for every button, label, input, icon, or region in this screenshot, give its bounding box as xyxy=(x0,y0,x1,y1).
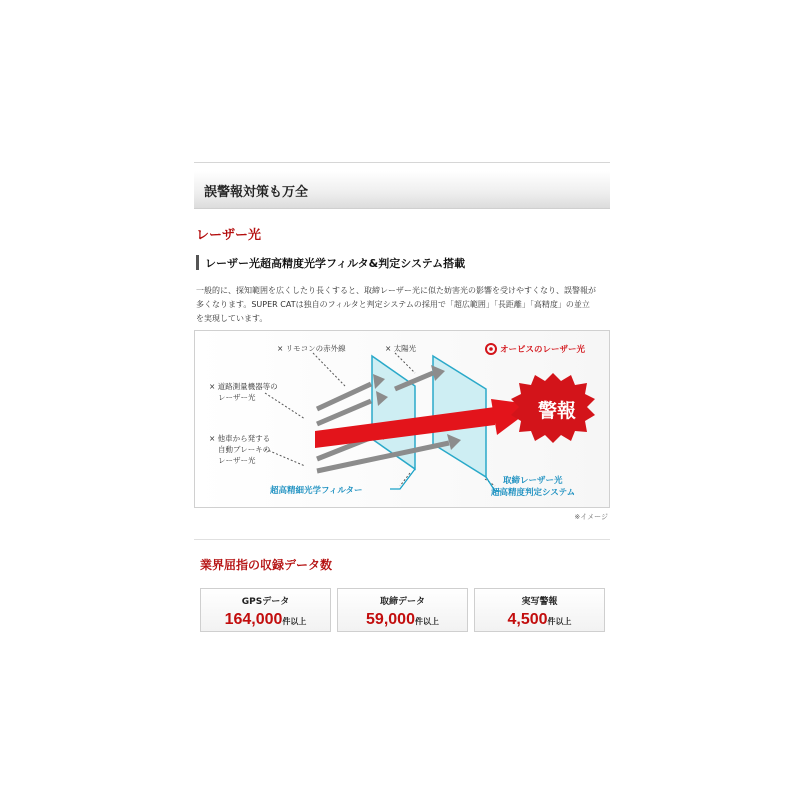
label-remote: × リモコンの赤外線 xyxy=(277,344,346,353)
mid-divider xyxy=(194,539,610,540)
stat-unit: 件以上 xyxy=(282,617,307,626)
stat-value: 4,500 xyxy=(507,611,548,628)
stat-unit: 件以上 xyxy=(414,617,439,626)
feature-marker xyxy=(196,255,199,270)
label-system-1: 取締レーザー光 xyxy=(503,476,563,486)
laser-filter-diagram xyxy=(194,330,610,508)
diagram-svg xyxy=(195,331,610,508)
stat-unit: 件以上 xyxy=(547,617,572,626)
description-line: 一般的に、探知範囲を広くしたり長くすると、取締レーザー光に似た妨害光の影響を受けやすくなり、誤警報が xyxy=(196,286,596,295)
stat-box-enforcement xyxy=(337,588,468,632)
stat-value: 59,000 xyxy=(366,611,415,628)
description-text xyxy=(196,284,610,326)
description-line: 多くなります。SUPER CATは独自のフィルタと判定システムの採用で「超広範囲」「長距離」「高精度」の並立 xyxy=(196,300,590,309)
label-other-2: 自動ブレーキの xyxy=(218,445,271,454)
laser-subtitle: レーザー光 xyxy=(196,228,262,243)
stat-value: 164,000 xyxy=(224,611,283,628)
description-line: を実現しています。 xyxy=(196,314,268,323)
label-system-2: 超高精度判定システム xyxy=(491,488,576,498)
feature-title: レーザー光超高精度光学フィルタ&判定システム搭載 xyxy=(205,257,466,270)
label-survey-2: レーザー光 xyxy=(218,393,256,402)
label-other-1: × 他車から発する xyxy=(209,434,271,443)
alarm-label: 警報 xyxy=(538,400,577,422)
image-note: ※イメージ xyxy=(574,513,608,521)
stat-box-live-alarm xyxy=(474,588,605,632)
section-header xyxy=(194,171,610,209)
stat-label: 取締データ xyxy=(379,597,425,607)
stat-box-gps xyxy=(200,588,331,632)
label-other-3: レーザー光 xyxy=(218,456,256,465)
label-filter: 超高精細光学フィルター xyxy=(270,486,363,496)
label-survey-1: × 道路測量機器等の xyxy=(209,382,278,391)
label-orbis: オービスのレーザー光 xyxy=(500,345,586,355)
stat-label: GPSデータ xyxy=(241,597,290,607)
label-sun: × 太陽光 xyxy=(385,344,417,353)
stat-label: 実写警報 xyxy=(521,597,558,607)
top-divider xyxy=(194,162,610,163)
section-title: 誤警報対策も万全 xyxy=(204,185,309,200)
stats-heading: 業界屈指の収録データ数 xyxy=(200,558,333,572)
